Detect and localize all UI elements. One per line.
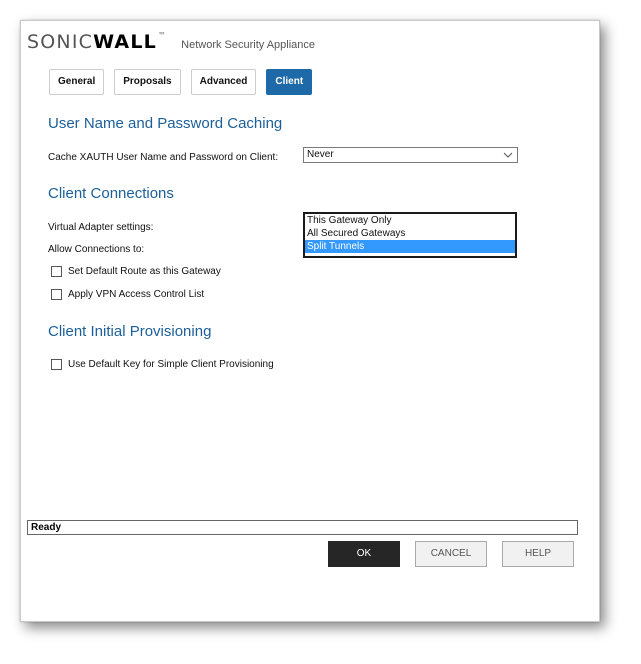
dialog-window: [20, 20, 600, 622]
connections-heading: Client Connections: [48, 185, 174, 202]
sonicwall-logo: SONICWALL™: [27, 31, 168, 53]
tab-client[interactable]: Client: [266, 69, 312, 95]
xauth-select[interactable]: [303, 147, 518, 163]
xauth-select-value: Never: [307, 149, 334, 160]
option-this-gateway-only[interactable]: This Gateway Only: [307, 215, 392, 226]
ok-button[interactable]: OK: [328, 541, 400, 567]
cancel-button[interactable]: CANCEL: [415, 541, 487, 567]
vpn-acl-checkbox[interactable]: [51, 289, 62, 300]
default-route-row[interactable]: [51, 266, 221, 277]
provisioning-heading: Client Initial Provisioning: [48, 323, 212, 340]
allow-connections-label: Allow Connections to:: [48, 244, 145, 255]
caching-heading: User Name and Password Caching: [48, 115, 283, 132]
xauth-label: Cache XAUTH User Name and Password on Client:: [48, 152, 279, 163]
vpn-acl-label: Apply VPN Access Control List: [68, 289, 205, 300]
help-button[interactable]: HELP: [502, 541, 574, 567]
app-subtitle: Network Security Appliance: [181, 39, 316, 51]
status-bar: Ready: [27, 520, 578, 535]
tab-general[interactable]: General: [49, 69, 104, 95]
vpn-acl-row[interactable]: [51, 289, 204, 300]
tab-proposals[interactable]: Proposals: [114, 69, 180, 95]
brand-header: [27, 31, 315, 53]
allow-connections-listbox[interactable]: [303, 212, 517, 258]
default-route-checkbox[interactable]: [51, 266, 62, 277]
tab-advanced[interactable]: Advanced: [191, 69, 257, 95]
default-key-label: Use Default Key for Simple Client Provisioning: [68, 359, 274, 370]
chevron-down-icon: [503, 148, 513, 167]
default-key-checkbox[interactable]: [51, 359, 62, 370]
default-route-label: Set Default Route as this Gateway: [68, 266, 221, 277]
option-all-secured-gateways[interactable]: All Secured Gateways: [307, 228, 406, 239]
tab-bar: [49, 69, 322, 95]
default-key-row[interactable]: [51, 359, 274, 370]
virtual-adapter-label: Virtual Adapter settings:: [48, 222, 154, 233]
option-split-tunnels[interactable]: Split Tunnels: [305, 240, 515, 253]
